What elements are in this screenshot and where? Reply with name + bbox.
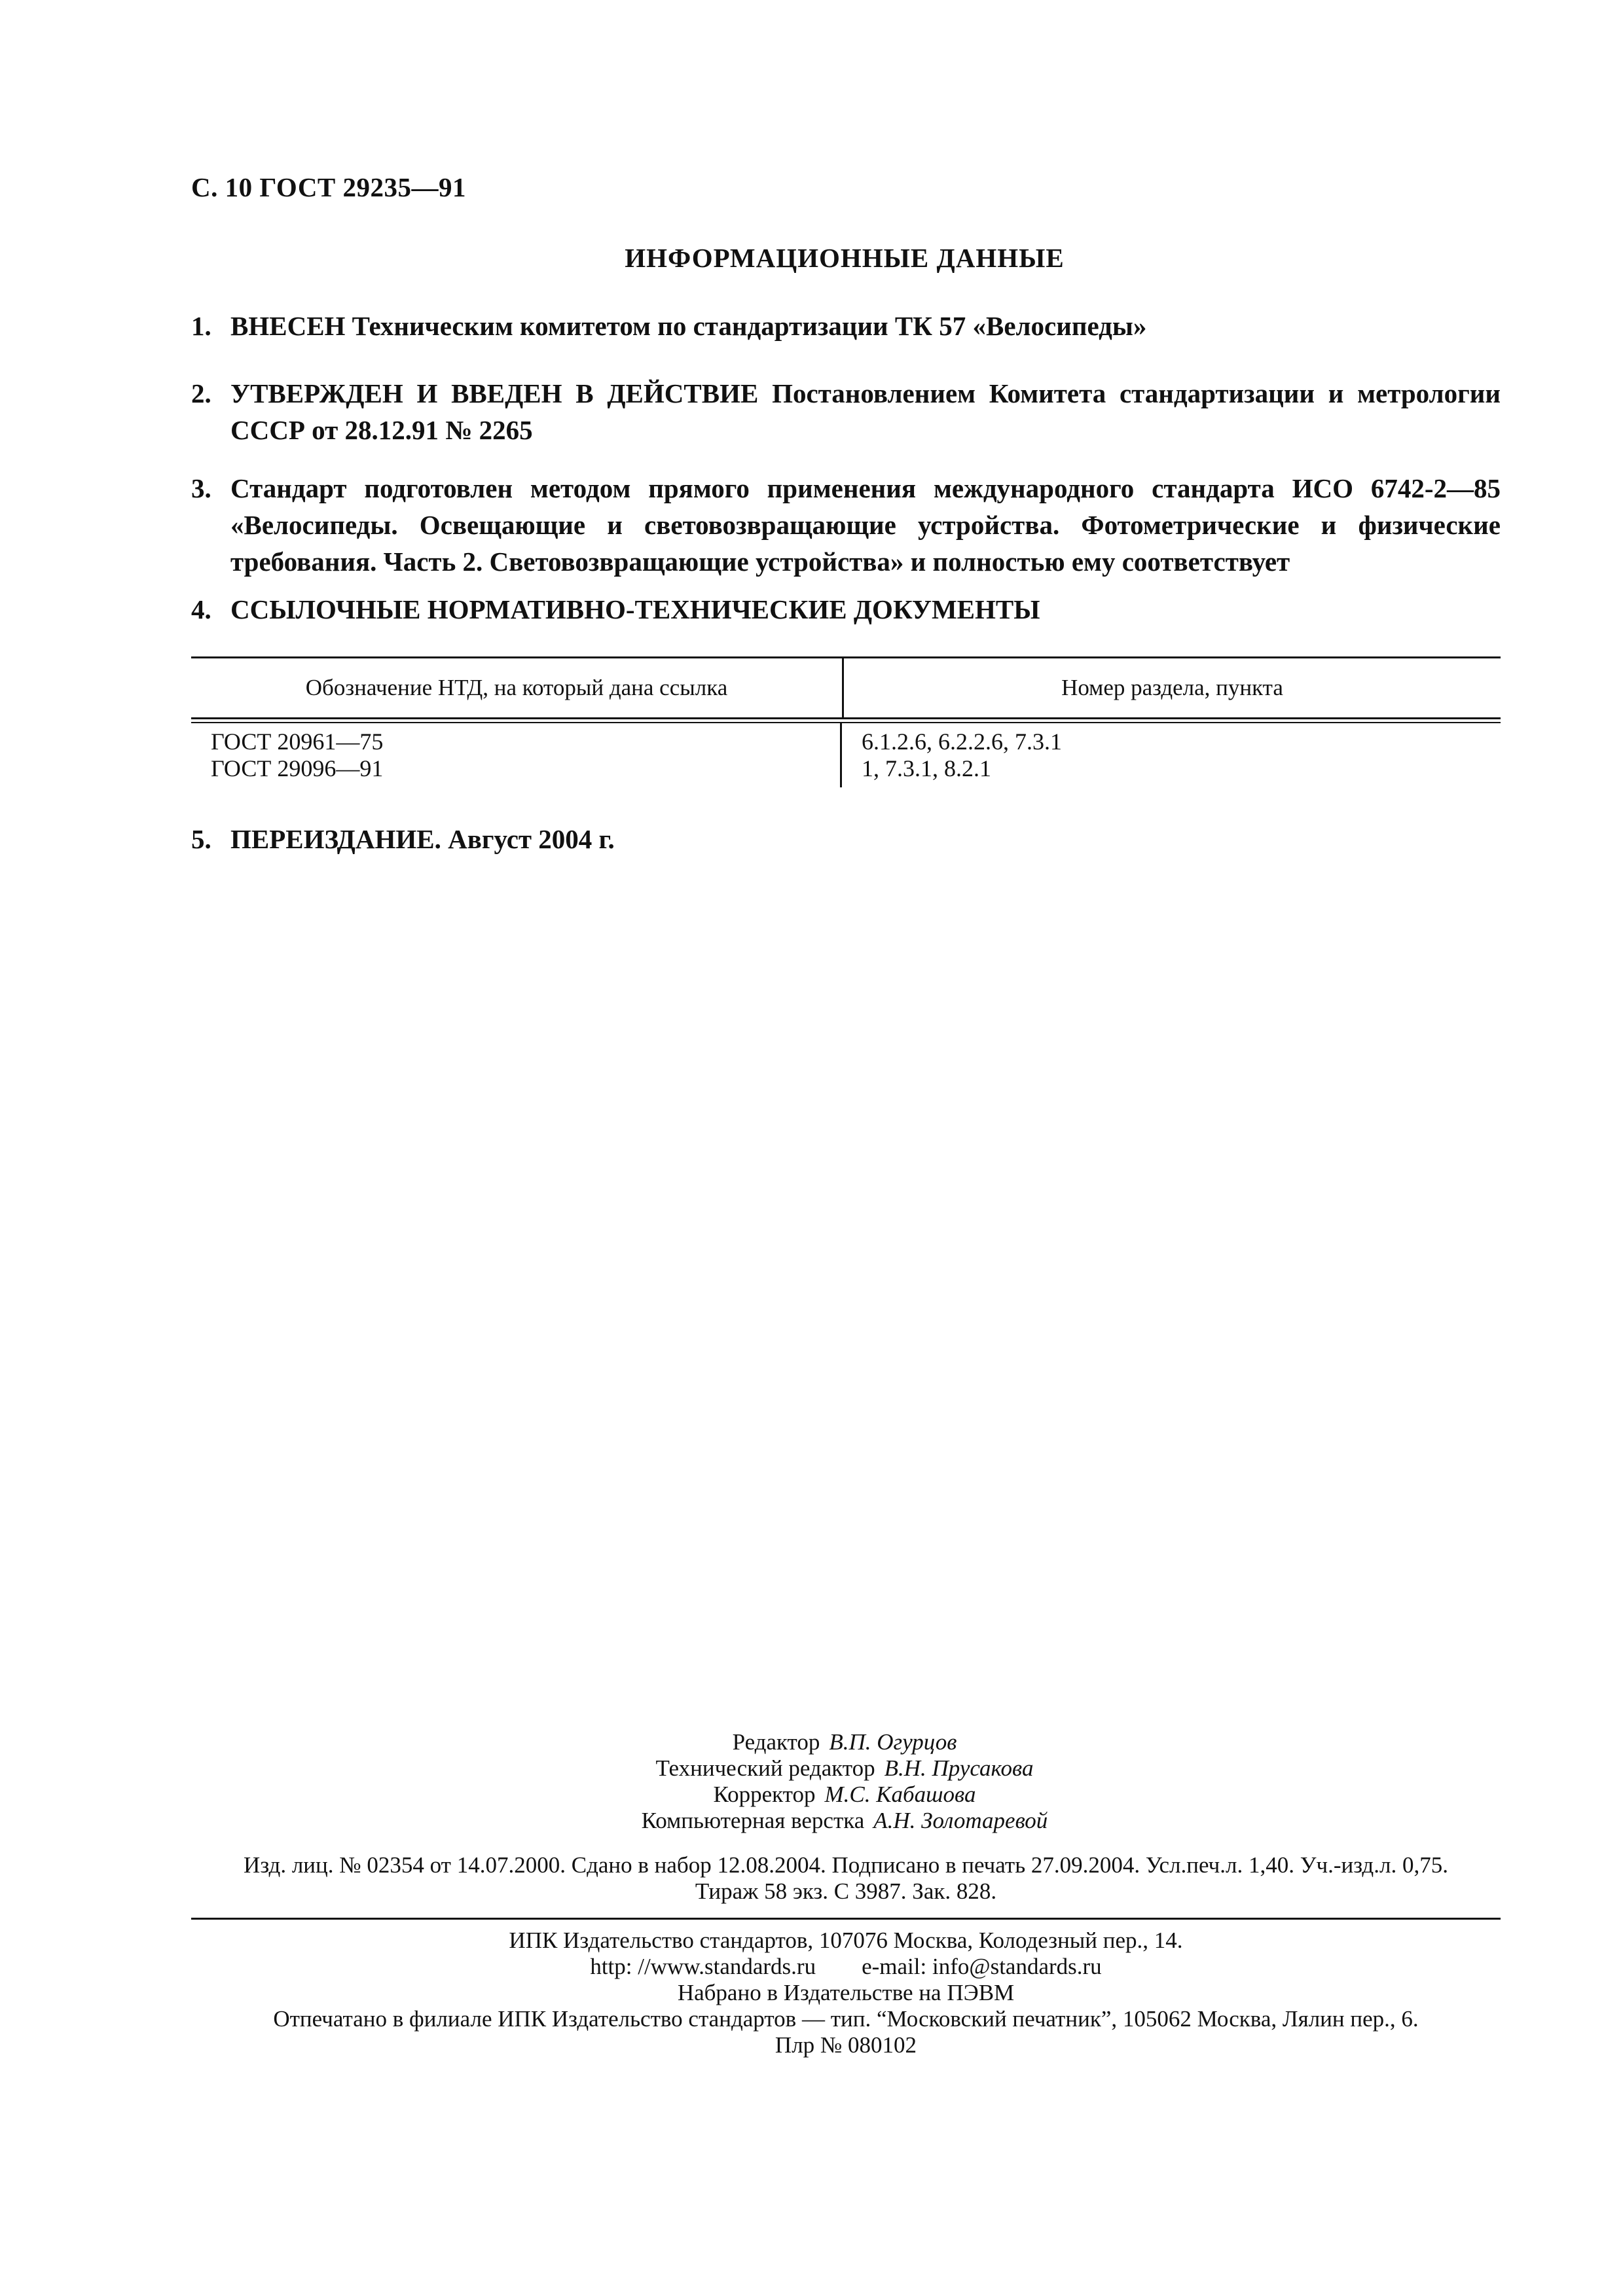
table-header-designation: Обозначение НТД, на который дана ссылка <box>191 658 844 717</box>
item-text: ССЫЛОЧНЫЕ НОРМАТИВНО-ТЕХНИЧЕСКИЕ ДОКУМЕНТЫ <box>230 594 1040 624</box>
table-cell: ГОСТ 29096—91 <box>211 755 384 781</box>
credit-name: В.Н. Прусакова <box>884 1755 1034 1781</box>
credit-line <box>0 1755 1623 1782</box>
credit-line <box>0 1808 1623 1834</box>
credit-role: Технический редактор <box>655 1755 875 1781</box>
table-cell: 6.1.2.6, 6.2.2.6, 7.3.1 <box>862 728 1062 755</box>
item-text: ПЕРЕИЗДАНИЕ. Август 2004 г. <box>230 824 615 854</box>
publication-info <box>191 1852 1501 1905</box>
credit-name: В.П. Огурцов <box>829 1729 957 1755</box>
page-header: С. 10 ГОСТ 29235—91 <box>191 172 467 202</box>
publisher-block <box>191 1928 1501 2058</box>
credit-line <box>0 1782 1623 1808</box>
footer-divider <box>191 1918 1501 1920</box>
info-item-3 <box>191 470 1501 580</box>
credit-name: А.Н. Золотаревой <box>873 1808 1048 1833</box>
publisher-printed-note: Отпечатано в филиале ИПК Издательство стандартов — тип. “Московский печатник”, 105062 Москва, Лялин пер., 6. <box>273 2006 1419 2032</box>
publisher-typeset-note: Набрано в Издательстве на ПЭВМ <box>677 1980 1015 2005</box>
item-number: 2. <box>191 378 211 408</box>
item-number: 1. <box>191 311 211 341</box>
table-cell: 1, 7.3.1, 8.2.1 <box>862 755 991 781</box>
publication-line-1: Изд. лиц. № 02354 от 14.07.2000. Сдано в набор 12.08.2004. Подписано в печать 27.09.2004. Усл.печ.л. 1,40. Уч.-изд.л. 0,75. <box>244 1852 1448 1878</box>
table-column-section <box>842 723 1501 787</box>
publisher-plr: Плр № 080102 <box>775 2032 917 2058</box>
info-item-4 <box>191 591 1501 628</box>
publisher-contacts <box>191 1954 1501 1980</box>
document-title: ИНФОРМАЦИОННЫЕ ДАННЫЕ <box>625 243 1065 273</box>
table-cell: ГОСТ 20961—75 <box>211 728 384 755</box>
item-number: 3. <box>191 473 211 503</box>
info-item-1 <box>191 308 1501 344</box>
publication-line-2: Тираж 58 экз. С 3987. Зак. 828. <box>695 1878 997 1904</box>
item-number: 5. <box>191 824 211 854</box>
publisher-website: http: //www.standards.ru <box>590 1954 816 1979</box>
info-item-2 <box>191 375 1501 448</box>
item-text: ВНЕСЕН Техническим комитетом по стандартизации ТК 57 «Велосипеды» <box>230 311 1147 341</box>
credit-name: М.С. Кабашова <box>824 1782 976 1807</box>
info-item-5 <box>191 821 1501 857</box>
table-header-section: Номер раздела, пункта <box>1061 675 1283 700</box>
publisher-address: ИПК Издательство стандартов, 107076 Москва, Колодезный пер., 14. <box>509 1928 1183 1953</box>
credit-line <box>0 1729 1623 1755</box>
credits-block <box>0 1729 1623 1834</box>
item-text: УТВЕРЖДЕН И ВВЕДЕН В ДЕЙСТВИЕ Постановлением Комитета стандартизации и метрологии СССР от 28.12.91 № 2265 <box>230 378 1501 445</box>
credit-role: Корректор <box>713 1782 816 1807</box>
table-header-row <box>191 658 1501 717</box>
credit-role: Редактор <box>732 1729 820 1755</box>
item-text: Стандарт подготовлен методом прямого применения международного стандарта ИСО 6742-2—85 «Велосипеды. Освещающие и световозвращающие устройства. Фотометрические и физические требования. Часть 2. Световозвращающие устройства» и полностью ему соответствует <box>230 473 1501 577</box>
table-column-designation <box>191 723 842 787</box>
credit-role: Компьютерная верстка <box>641 1808 865 1833</box>
table-body <box>191 723 1501 787</box>
item-number: 4. <box>191 594 211 624</box>
references-table <box>191 656 1501 787</box>
publisher-email: e-mail: info@standards.ru <box>862 1954 1102 1979</box>
table-header-rule <box>191 717 1501 723</box>
